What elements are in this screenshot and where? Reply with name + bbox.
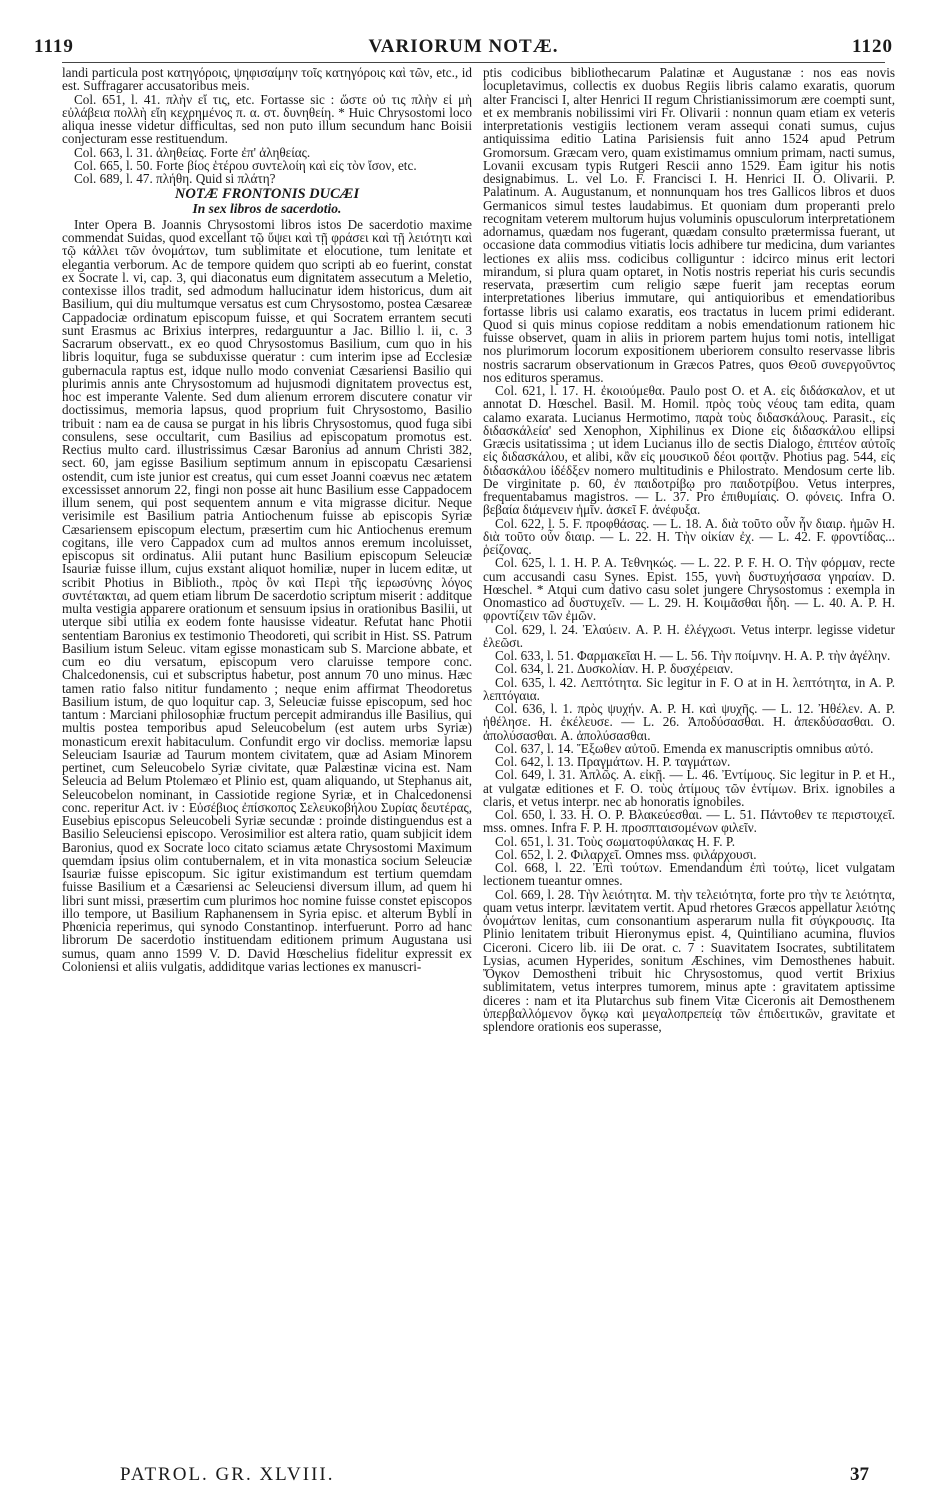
paragraph: Col. 689, l. 47. πλήθη. Quid si πλάτη? [74, 171, 276, 186]
running-title: VARIORUM NOTÆ. [368, 36, 559, 57]
paragraph: Col. 637, l. 14. Ἔξωθεν αὐτοῦ. Emenda ex manuscriptis omnibus αὐτό. [495, 740, 874, 756]
paragraph: Col. 621, l. 17. H. ἐκοιούμεθα. Paulo post O. et A. εἰς διδάσκαλον, et ut annotat D. Hœschel. Basil. M. Homil. πρὸς τοὺς νέους tam edita, quam calamo exarata. Lucianus Hermotimo, παρὰ τοὺς διδασκάλους. Parasit., εἰς διδασκάλεία' sed Xenophon, Xiphilinus ex Dione εἰς διδασκάλου ellipsi Græcis usitatissima ; ut idem Lucianus illo de sectis Dialogo, ἐπιτέον αὐτοῖς εἰς διδασκάλου, et alibi, κἂν εἰς μουσικοῦ δέοι φοιτᾷν. Photius pag. 544, εἰς διδασκάλου ἰδέδξεν nomero multitudinis e Philostrato. Mendosum certe lib. De virginitate p. 60, ἐν παιδοτρίβῳ pro παιδοτρίβου. Vetus interpres, frequentabamus magistros. — L. 37. Pro ἐπιθυμίαις. O. φόνεις. Infra O. βεβαία διάμενειν ἡμῖν. ἀσκεῖ F. ἀνέφυξα. [483, 383, 895, 518]
paragraph: Col. 663, l. 31. ἀληθείας. Forte ἐπ' ἀληθείας. [74, 144, 311, 160]
paragraph: Col. 669, l. 28. Τὴν λειότητα. M. τὴν τελειότητα, forte pro τὴν τε λειότητα, quam vetus interpr. lævitatem vertit. Apud rhetores Græcos appellatur λειότης ὀνομάτων lenitas, cum consonantium asperarum nulla fit σύγκρουσις. Ita Plinio lenitatem tribuit Hieronymus epist. 4, Quintiliano acumina, fluvios Ciceroni. Cicero lib. iii De orat. c. 7 : Suavitatem Isocrates, subtilitatem Lysias, acumen Hyperides, sonitum Æschines, vim Demosthenes habuit. Ὄγκον Demostheni tribuit hic Chrysostomus, quod vertit Brixius sublimitatem, vetus interpres tumorem, minus apte : gravitatem aptissime diceres : nam et ita Plutarchus sub finem Vitæ Ciceronis ait Demosthenem ὑπερβαλλόμενον ὄγκῳ καὶ μεγαλοπρεπείᾳ τῶν ἐπιδειτικῶν, gravitate et splendore orationis eos superasse, [483, 886, 895, 1034]
paragraph: landi particula post κατηγόροις, ψηφισαίμην τοῖς κατηγόροις καὶ τῶν, etc., id est. Suffragarer accusatoribus meis. [62, 66, 472, 94]
paragraph: Col. 629, l. 24. Ἐλαύειν. A. P. H. ἐλέγχωσι. Vetus interpr. legisse videtur ἐλεῶσι. [483, 621, 895, 650]
paragraph: ptis codicibus bibliothecarum Palatinæ et Augustanæ : nos eas novis locupletavimus, collectis ex duobus Regiis libris calamo exaratis, quorum alter Francisci I, alter Henrici II regum Christianissimorum ære coempti sunt, et ex membranis nobilissimi viri Fr. Olivarii : nonnun quam etiam ex veteris interpretationis vestigiis lectionem veram assequi conati sumus, cujus antiquissima editio Latina Parisiensis fuit anno 1524 apud Petrum Gromorsum. Græcam vero, quam existimamus omnium primam, nacti sumus, Lovanii excusam typis Rutgeri Rescii anno 1529. Eam igitur his notis designabimus. L. vel Lo. F. Francisci I. H. Henrici II. O. Olivarii. P. Palatinum. A. Augustanum, et nonnunquam hos tres Gallicos libros et duos Germanicos simul testes laudabimus. Et quoniam dum properanti prelo recognitam veterem multorum hujus voluminis opusculorum interpretationem adornamus, quædam nos fugerant, quædam consulto prætermissa fuerant, ut occasione data commodius vitiatis locis adhibere tur medicina, dum variantes lectiones ex aliis mss. codicibus colliguntur : idcirco minus erit lectori mirandum, si plura quam optaret, in Notis nostris reperiat his curis secundis reservata, præsertim cum religio sæpe fuerit jam receptas eorum interpretationes liberius immutare, qui antiquioribus et emendatioribus fortasse libris usi calamo exaratis, eos tractatus in lucem primi ediderant. Quod si quis minus copiose redditam a nobis emendationum rationem hic fuisse observet, quam in aliis in priorem partem hujus tomi notis, intelligat nos plurimorum locorum expositionem uberiorem consulto reservasse libris nostris sacrarum observationum in Græcos Patres, quos Θεοῦ συνεργοῦντος nos edituros speramus. [483, 66, 895, 385]
paragraph: Col. 668, l. 22. Ἐπὶ τούτων. Emendandum ἐπὶ τούτῳ, licet vulgatam lectionem tueantur omnes. [483, 860, 895, 889]
paragraph: Col. 634, l. 21. Δυσκολίαν. H. P. δυσχέρειαν. [495, 661, 734, 677]
paragraph: Col. 633, l. 51. Φαρμακεῖαι H. — L. 56. Τὴν ποίμνην. H. A. P. τὴν ἀγέλην. [495, 648, 891, 663]
page-header [34, 36, 893, 58]
left-column-number: 1119 [34, 36, 74, 57]
paragraph: Col. 651, l. 41. πλὴν εἴ τις, etc. Fortasse sic : ὥστε οὐ τις πλὴν εἰ μὴ εὐλάβεια πολλὴ εἴη κεχρημένος π. α. στ. δυνηθείη. * Huic Chrysostomi loco aliqua inesse videtur difficultas, sed non puto illum secundum hanc Boisii conjecturam esse restituendum. [62, 91, 472, 147]
section-subheading: In sex libros de sacerdotio. [192, 200, 342, 216]
paragraph: Inter Opera B. Joannis Chrysostomi libros istos De sacerdotio maxime commendat Suidas, quod excellant τῷ ὕψει καὶ τῇ φράσει καὶ τῇ λειότητι καὶ τῷ κάλλει τῶν ὀνομάτων, tum sublimitate et elocutione, tum lenitate et elegantia verborum. Ac de tempore quidem quo scripti ab eo fuerint, constat ex Socrate l. vi, cap. 3, qui diaconatus eum dignitatem assecutum a Meletio, contexisse illos tradit, sed admodum hallucinatur idem historicus, dum ait Basilium, qui diu multumque versatus est cum Chrysostomo, postea Cæsareæ Cappadociæ ordinatum episcopum fuisse, et qui Socratem errantem secuti sunt Erasmus ac Brixius interpres, redarguuntur a Jac. Billio l. ii, c. 3 Sacrarum observatt., ex eo quod Chrysostomus Basilium, cum quo in his libris loquitur, fuga se subduxisse queratur : cum interim ipse ad Ecclesiæ gubernacula raptus est, idque nullo modo conveniat Cæsariensi Basilio qui plurimis annis ante Chrysostomum ad hujusmodi dignitatem provectus est, hoc est imperante Valente. Sed dum alienum errorem discutere conatur vir doctissimus, memoria lapsus, quod proprium fuit Chrysostomo, Basilio tribuit : nam ea de causa se purgat in his libris Chrysostomus, quod fuga sibi consulens, sese occultarit, cum Basilius ad episcopatum promotus est. Rectius multo card. illustrissimus Cæsar Baronius ad annum Christi 382, sect. 60, jam egisse Basilium septimum annum in episcopatu Cæsariensi ostendit, cum iste junior est creatus, qui cum esset Joanni coævus nec ætatem excessisset annorum 22, fingi non posse ait hunc Basilium esse Cappadocem illum senem, qui post sequentem annum e vita migrasse dicitur. Neque verisimile est Basilium patria Antiochenum fuisse ab episcopis Syriæ Cæsariensem episcopum electum, præsertim cum hic Antiochenus eremum cogitans, ille vero Cappadox cum ad multos annos eremum incoluisset, episcopus sit ordinatus. Alii putant hunc Basilium episcopum Seleuciæ Isauriæ fuisse illum, cujus exstant aliquot homiliæ, nuper in lucem editæ, ut scribit Photius in Biblioth., πρὸς ὃν καὶ Περὶ τῆς ἱερωσύνης λόγος συντέτακται, ad quem etiam librum De sacerdotio scriptum miserit : additque multa vestigia apparere orationum et sensuum ipsius in orationibus Basilii, ut uterque sibi utilia ex eodem fonte hausisse videatur. Refutat hanc Photii sententiam Baronius ex testimonio Theodoreti, qui scribit in Hist. SS. Patrum Basilium istum Seleuc. vitam egisse monasticam sub S. Marcione abbate, et cum eo diu versatum, episcopum vero claruisse tempore conc. Chalcedonensis, cui et subscriptus habetur, post annum 70 uno minus. Hæc tamen ratio falso nititur fundamento ; neque enim affirmat Theodoretus Basilium istum, de quo loquitur cap. 3, Seleuciæ fuisse episcopum, sed hoc tantum : Marciani philosophiæ fructum percepit admirandus ille Basilius, qui multis postea temporibus apud Seleucobelum (est autem urbs Syriæ) monasticum erexit habitaculum. Confundit ergo vir docliss. memoriæ lapsu Seleuciam Isauriæ ad Taurum montem civitatem, quæ ad Asiam Minorem pertinet, cum Seleucobelo Syriæ civitate, quæ Palæstinæ vicina est. Nam Seleucia ad Belum Ptolemæo et Plinio est, quam aliquando, ut Stephanus ait, Seleucobelon nominant, in Cassiotide regione Syriæ, et in Chalcedonensi conc. reperitur Act. iv : Εὐσέβιος ἐπίσκοπος Σελευκοβήλου Συρίας δευτέρας, Eusebius episcopus Seleucobeli Syriæ secundæ : proinde distinguendus est a Basilio Seleuciensi episcopo. Verosimilior est altera ratio, quam subjicit idem Baronius, quod ex Socrate loco citato sciamus ætate Chrysostomi Maximum quemdam ipsius olim contubernalem, et in vita monastica socium Seleuciæ Isauriæ fuisse episcopum. Sic igitur existimandum est tertium quemdam fuisse Basilium et a Cæsariensi ac Seleuciensi diversum illum, ad quem hi libri sunt missi, præsertim cum plurimos hoc nomine fuisse constet episcopos illo tempore, ut Basilium Raphanensem in Syria episc. et alterum Bybli in Phœnicia reperimus, qui synodo Constantinop. interfuerunt. Porro ad hanc librorum De sacerdotio instituendam editionem primum Augustana usi sumus, quam anno 1599 V. D. David Hœschelius fidelitur expressit ex Coloniensi et aliis vulgatis, addiditque varias lectiones ex manuscri- [62, 216, 472, 974]
paragraph: Col. 622, l. 5. F. προφθάσας. — L. 18. A. διὰ τοῦτο οὖν ἦν διαιρ. ἡμῶν H. διὰ τοῦτο οὖν διαιρ. — L. 22. H. Τὴν οἰκίαν ἐχ. — L. 42. F. φροντίδας... ῥείζονας. [483, 515, 895, 557]
right-column-number: 1120 [852, 36, 893, 57]
left-column [62, 66, 472, 1448]
paragraph: Col. 642, l. 13. Πραγμάτων. H. P. ταγμάτων. [495, 754, 731, 769]
volume-signature: PATROL. GR. XLVIII. [120, 1464, 335, 1485]
paragraph: Col. 665, l. 50. Forte βίος ἑτέρου συντελοίη καὶ εἰς τὸν ἴσον, etc. [74, 157, 417, 173]
paragraph: Col. 650, l. 33. H. O. P. Βλακεύεσθαι. — L. 51. Πάντοθεν τε περιστοιχεῖ. mss. omnes. Infra F. P. H. προσπταισομένων φιλεῖν. [483, 807, 895, 836]
paragraph: Col. 651, l. 31. Τοὺς σωματοφύλακας H. F. P. [495, 833, 736, 849]
paragraph: Col. 652, l. 2. Φιλαρχεῖ. Omnes mss. φιλάρχουσι. [495, 846, 757, 862]
paragraph: Col. 636, l. 1. πρὸς ψυχήν. A. P. H. καὶ ψυχῆς. — L. 12. Ἠθέλεν. A. P. ἠθέλησε. H. ἐκέλευσε. — L. 26. Ἀποδύσασθαι. H. ἀπεκδύσασθαι. O. ἀπολύσασθαι. A. ἀπολύσασθαι. [483, 701, 895, 743]
section-heading: NOTÆ FRONTONIS DUCÆI [174, 186, 360, 203]
paragraph: Col. 625, l. 1. H. P. A. Τεθνηκώς. — L. 22. P. F. H. O. Τὴν φόρμαν, recte cum accusandi casu Synes. Epist. 155, γυνὴ δυστυχήσασα γηραίαν. D. Hœschel. * Atqui cum dativo casu solet jungere Chrysostomus : exempla in Onomastico ad δυστυχεῖν. — L. 29. H. Κοιμᾶσθαι ἤδη. — L. 40. A. P. H. φροντίζειν τῶν ἐμῶν. [483, 555, 895, 624]
header-rule [62, 62, 885, 63]
right-column [483, 66, 895, 1448]
page-number: 37 [850, 1464, 869, 1485]
paragraph: Col. 649, l. 31. Ἀπλῶς. A. εἰκῇ. — L. 46. Ἐντίμους. Sic legitur in P. et H., at vulgatæ editiones et F. O. τοὺς ἀτίμους τῶν ἐντίμων. Brix. ignobiles a claris, et vetus interpr. nec ab honoratis ignobiles. [483, 767, 895, 809]
paragraph: Col. 635, l. 42. Λεπτότητα. Sic legitur in F. O at in H. λεπτότητα, in A. P. λεπτόγαια. [483, 674, 895, 703]
